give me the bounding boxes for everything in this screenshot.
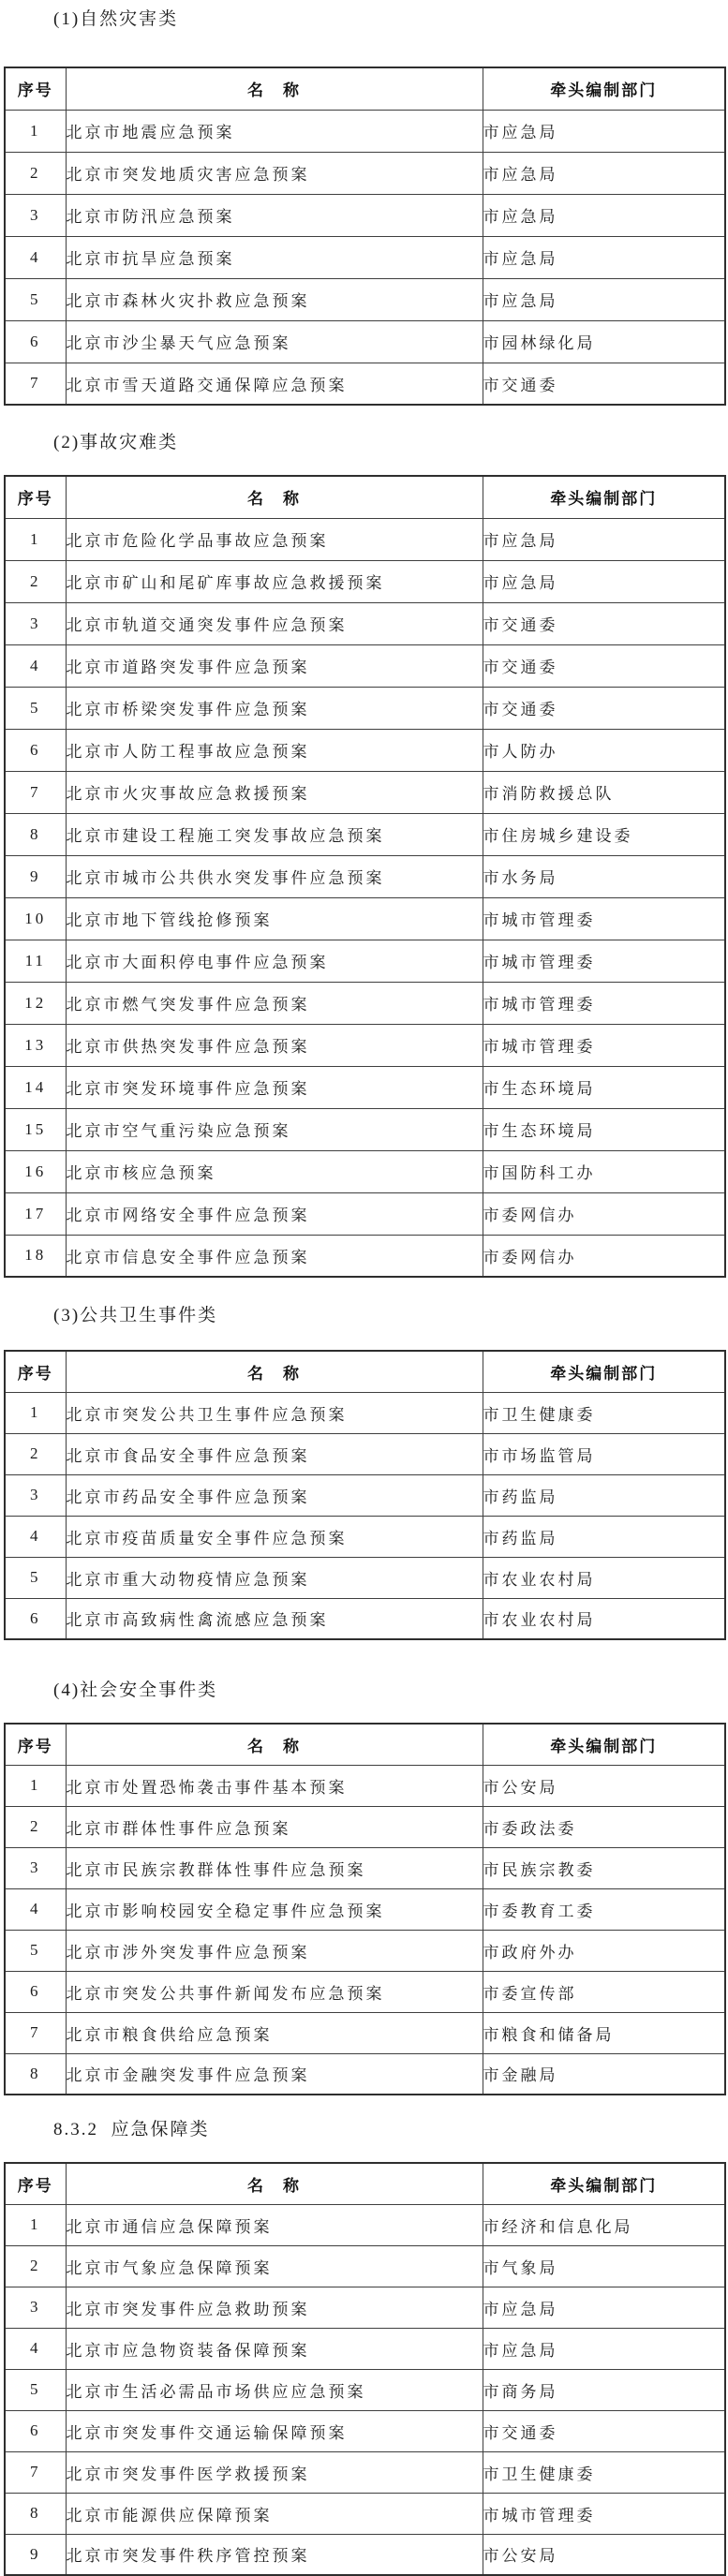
row-index-cell: 6 [5, 1971, 66, 2012]
plan-name-cell: 北京市处置恐怖袭击事件基本预案 [66, 1765, 483, 1806]
row-index-cell: 7 [5, 363, 66, 405]
col-header-department: 牵头编制部门 [483, 476, 725, 518]
plan-name-cell: 北京市突发公共事件新闻发布应急预案 [66, 1971, 483, 2012]
plan-name-cell: 北京市建设工程施工突发事故应急预案 [66, 813, 483, 855]
table-row [5, 813, 725, 855]
table-row [5, 1392, 725, 1433]
department-cell: 市应急局 [483, 278, 725, 320]
plan-name-cell: 北京市火灾事故应急救援预案 [66, 771, 483, 813]
department-cell: 市城市管理委 [483, 982, 725, 1024]
section-heading-natural-disasters: (1)自然灾害类 [53, 9, 179, 29]
department-cell: 市农业农村局 [483, 1598, 725, 1639]
table-row [5, 278, 725, 320]
section-heading-accident-disasters: (2)事故灾难类 [53, 433, 179, 452]
plan-name-cell: 北京市网络安全事件应急预案 [66, 1192, 483, 1235]
plan-name-cell: 北京市涉外突发事件应急预案 [66, 1930, 483, 1971]
table-row [5, 1516, 725, 1557]
department-cell: 市政府外办 [483, 1930, 725, 1971]
row-index-cell: 4 [5, 236, 66, 278]
table-row [5, 2410, 725, 2451]
table-row [5, 1765, 725, 1806]
row-index-cell: 1 [5, 110, 66, 152]
department-cell: 市应急局 [483, 110, 725, 152]
table-row [5, 2369, 725, 2410]
table-row [5, 771, 725, 813]
table-row [5, 110, 725, 152]
plan-name-cell: 北京市金融突发事件应急预案 [66, 2053, 483, 2095]
table-row [5, 644, 725, 687]
plan-name-cell: 北京市突发环境事件应急预案 [66, 1066, 483, 1108]
table-row [5, 2245, 725, 2287]
table-row [5, 2451, 725, 2493]
plan-name-cell: 北京市能源供应保障预案 [66, 2493, 483, 2534]
plan-name-cell: 北京市地震应急预案 [66, 110, 483, 152]
plan-name-cell: 北京市危险化学品事故应急预案 [66, 518, 483, 560]
department-cell: 市委网信办 [483, 1235, 725, 1277]
department-cell: 市民族宗教委 [483, 1847, 725, 1888]
row-index-cell: 4 [5, 2328, 66, 2369]
col-header-name: 名 称 [66, 67, 483, 110]
col-header-department: 牵头编制部门 [483, 1724, 725, 1765]
table-row [5, 1930, 725, 1971]
plan-name-cell: 北京市空气重污染应急预案 [66, 1108, 483, 1150]
table-row [5, 236, 725, 278]
row-index-cell: 2 [5, 1433, 66, 1474]
row-index-cell: 6 [5, 729, 66, 771]
department-cell: 市城市管理委 [483, 897, 725, 940]
table-row [5, 729, 725, 771]
table-header-row [5, 67, 725, 110]
department-cell: 市应急局 [483, 152, 725, 194]
row-index-cell: 8 [5, 2493, 66, 2534]
col-header-name: 名 称 [66, 1351, 483, 1392]
plan-name-cell: 北京市影响校园安全稳定事件应急预案 [66, 1888, 483, 1930]
plan-name-cell: 北京市突发地质灾害应急预案 [66, 152, 483, 194]
plan-name-cell: 北京市民族宗教群体性事件应急预案 [66, 1847, 483, 1888]
plan-name-cell: 北京市燃气突发事件应急预案 [66, 982, 483, 1024]
plan-name-cell: 北京市疫苗质量安全事件应急预案 [66, 1516, 483, 1557]
row-index-cell: 7 [5, 2451, 66, 2493]
table-row [5, 687, 725, 729]
table-row [5, 1474, 725, 1516]
section-heading-public-health: (3)公共卫生事件类 [53, 1306, 218, 1325]
department-cell: 市委网信办 [483, 1192, 725, 1235]
table-row [5, 1235, 725, 1277]
department-cell: 市公安局 [483, 2534, 725, 2575]
col-header-index: 序号 [5, 2163, 66, 2204]
plan-name-cell: 北京市大面积停电事件应急预案 [66, 940, 483, 982]
plan-name-cell: 北京市桥梁突发事件应急预案 [66, 687, 483, 729]
department-cell: 市国防科工办 [483, 1150, 725, 1192]
table-row [5, 1847, 725, 1888]
department-cell: 市委宣传部 [483, 1971, 725, 2012]
col-header-index: 序号 [5, 1351, 66, 1392]
row-index-cell: 1 [5, 1765, 66, 1806]
plan-name-cell: 北京市气象应急保障预案 [66, 2245, 483, 2287]
row-index-cell: 6 [5, 320, 66, 363]
row-index-cell: 9 [5, 2534, 66, 2575]
row-index-cell: 8 [5, 813, 66, 855]
col-header-department: 牵头编制部门 [483, 2163, 725, 2204]
row-index-cell: 5 [5, 1930, 66, 1971]
plan-name-cell: 北京市药品安全事件应急预案 [66, 1474, 483, 1516]
department-cell: 市应急局 [483, 2328, 725, 2369]
row-index-cell: 6 [5, 1598, 66, 1639]
plan-name-cell: 北京市人防工程事故应急预案 [66, 729, 483, 771]
row-index-cell: 8 [5, 2053, 66, 2095]
table-row [5, 602, 725, 644]
row-index-cell: 12 [5, 982, 66, 1024]
department-cell: 市应急局 [483, 194, 725, 236]
row-index-cell: 17 [5, 1192, 66, 1235]
emergency-support-table [4, 2162, 726, 2576]
row-index-cell: 18 [5, 1235, 66, 1277]
table-row [5, 152, 725, 194]
table-row [5, 320, 725, 363]
row-index-cell: 3 [5, 602, 66, 644]
row-index-cell: 13 [5, 1024, 66, 1066]
department-cell: 市公安局 [483, 1765, 725, 1806]
table-row [5, 2534, 725, 2575]
department-cell: 市委政法委 [483, 1806, 725, 1847]
department-cell: 市消防救援总队 [483, 771, 725, 813]
table-row [5, 2053, 725, 2095]
plan-name-cell: 北京市防汛应急预案 [66, 194, 483, 236]
row-index-cell: 16 [5, 1150, 66, 1192]
public-health-table [4, 1350, 726, 1640]
col-header-index: 序号 [5, 476, 66, 518]
department-cell: 市交通委 [483, 644, 725, 687]
accident-disasters-table [4, 475, 726, 1278]
row-index-cell: 5 [5, 1557, 66, 1598]
department-cell: 市市场监管局 [483, 1433, 725, 1474]
table-row [5, 1150, 725, 1192]
table-row [5, 1557, 725, 1598]
table-row [5, 1598, 725, 1639]
plan-name-cell: 北京市矿山和尾矿库事故应急救援预案 [66, 560, 483, 602]
table-row [5, 1192, 725, 1235]
natural-disasters-table [4, 67, 726, 406]
table-header-row [5, 2163, 725, 2204]
department-cell: 市应急局 [483, 560, 725, 602]
department-cell: 市气象局 [483, 2245, 725, 2287]
plan-name-cell: 北京市突发事件交通运输保障预案 [66, 2410, 483, 2451]
table-row [5, 1108, 725, 1150]
department-cell: 市交通委 [483, 2410, 725, 2451]
plan-name-cell: 北京市高致病性禽流感应急预案 [66, 1598, 483, 1639]
department-cell: 市城市管理委 [483, 2493, 725, 2534]
plan-name-cell: 北京市突发事件应急救助预案 [66, 2287, 483, 2328]
row-index-cell: 7 [5, 2012, 66, 2053]
row-index-cell: 11 [5, 940, 66, 982]
plan-name-cell: 北京市城市公共供水突发事件应急预案 [66, 855, 483, 897]
table-row [5, 1888, 725, 1930]
table-row [5, 1971, 725, 2012]
row-index-cell: 2 [5, 2245, 66, 2287]
plan-name-cell: 北京市道路突发事件应急预案 [66, 644, 483, 687]
department-cell: 市住房城乡建设委 [483, 813, 725, 855]
col-header-name: 名 称 [66, 1724, 483, 1765]
table-row [5, 982, 725, 1024]
row-index-cell: 5 [5, 278, 66, 320]
row-index-cell: 2 [5, 1806, 66, 1847]
row-index-cell: 3 [5, 2287, 66, 2328]
row-index-cell: 3 [5, 194, 66, 236]
department-cell: 市水务局 [483, 855, 725, 897]
table-row [5, 1806, 725, 1847]
plan-name-cell: 北京市核应急预案 [66, 1150, 483, 1192]
department-cell: 市委教育工委 [483, 1888, 725, 1930]
table-row [5, 2204, 725, 2245]
plan-name-cell: 北京市应急物资装备保障预案 [66, 2328, 483, 2369]
department-cell: 市卫生健康委 [483, 1392, 725, 1433]
col-header-department: 牵头编制部门 [483, 1351, 725, 1392]
row-index-cell: 4 [5, 1888, 66, 1930]
row-index-cell: 1 [5, 1392, 66, 1433]
department-cell: 市应急局 [483, 236, 725, 278]
section-heading-social-security: (4)社会安全事件类 [53, 1680, 218, 1700]
department-cell: 市应急局 [483, 2287, 725, 2328]
plan-name-cell: 北京市粮食供给应急预案 [66, 2012, 483, 2053]
plan-name-cell: 北京市抗旱应急预案 [66, 236, 483, 278]
row-index-cell: 5 [5, 687, 66, 729]
table-row [5, 194, 725, 236]
department-cell: 市经济和信息化局 [483, 2204, 725, 2245]
social-security-table [4, 1723, 726, 2095]
col-header-index: 序号 [5, 1724, 66, 1765]
col-header-index: 序号 [5, 67, 66, 110]
department-cell: 市人防办 [483, 729, 725, 771]
table-row [5, 363, 725, 405]
table-row [5, 2328, 725, 2369]
table-header-row [5, 476, 725, 518]
table-row [5, 1066, 725, 1108]
row-index-cell: 2 [5, 560, 66, 602]
plan-name-cell: 北京市突发公共卫生事件应急预案 [66, 1392, 483, 1433]
table-header-row [5, 1724, 725, 1765]
plan-name-cell: 北京市生活必需品市场供应应急预案 [66, 2369, 483, 2410]
table-row [5, 940, 725, 982]
department-cell: 市药监局 [483, 1516, 725, 1557]
department-cell: 市应急局 [483, 518, 725, 560]
plan-name-cell: 北京市雪天道路交通保障应急预案 [66, 363, 483, 405]
col-header-name: 名 称 [66, 476, 483, 518]
plan-name-cell: 北京市沙尘暴天气应急预案 [66, 320, 483, 363]
department-cell: 市卫生健康委 [483, 2451, 725, 2493]
table-row [5, 1024, 725, 1066]
col-header-name: 名 称 [66, 2163, 483, 2204]
plan-name-cell: 北京市重大动物疫情应急预案 [66, 1557, 483, 1598]
plan-name-cell: 北京市突发事件医学救援预案 [66, 2451, 483, 2493]
plan-name-cell: 北京市群体性事件应急预案 [66, 1806, 483, 1847]
row-index-cell: 9 [5, 855, 66, 897]
row-index-cell: 5 [5, 2369, 66, 2410]
department-cell: 市商务局 [483, 2369, 725, 2410]
department-cell: 市交通委 [483, 687, 725, 729]
row-index-cell: 7 [5, 771, 66, 813]
row-index-cell: 4 [5, 1516, 66, 1557]
table-row [5, 1433, 725, 1474]
row-index-cell: 1 [5, 2204, 66, 2245]
document-page [0, 7, 728, 2576]
department-cell: 市生态环境局 [483, 1066, 725, 1108]
col-header-department: 牵头编制部门 [483, 67, 725, 110]
row-index-cell: 1 [5, 518, 66, 560]
row-index-cell: 4 [5, 644, 66, 687]
plan-name-cell: 北京市突发事件秩序管控预案 [66, 2534, 483, 2575]
department-cell: 市交通委 [483, 363, 725, 405]
table-row [5, 855, 725, 897]
department-cell: 市交通委 [483, 602, 725, 644]
department-cell: 市粮食和储备局 [483, 2012, 725, 2053]
table-row [5, 897, 725, 940]
table-row [5, 560, 725, 602]
plan-name-cell: 北京市地下管线抢修预案 [66, 897, 483, 940]
table-row [5, 2493, 725, 2534]
plan-name-cell: 北京市食品安全事件应急预案 [66, 1433, 483, 1474]
plan-name-cell: 北京市轨道交通突发事件应急预案 [66, 602, 483, 644]
department-cell: 市金融局 [483, 2053, 725, 2095]
department-cell: 市城市管理委 [483, 1024, 725, 1066]
row-index-cell: 3 [5, 1847, 66, 1888]
department-cell: 市农业农村局 [483, 1557, 725, 1598]
department-cell: 市药监局 [483, 1474, 725, 1516]
plan-name-cell: 北京市通信应急保障预案 [66, 2204, 483, 2245]
row-index-cell: 2 [5, 152, 66, 194]
table-row [5, 2287, 725, 2328]
plan-name-cell: 北京市森林火灾扑救应急预案 [66, 278, 483, 320]
plan-name-cell: 北京市供热突发事件应急预案 [66, 1024, 483, 1066]
section-heading-emergency-support: 8.3.2 应急保障类 [53, 2120, 210, 2139]
row-index-cell: 14 [5, 1066, 66, 1108]
row-index-cell: 3 [5, 1474, 66, 1516]
department-cell: 市城市管理委 [483, 940, 725, 982]
table-row [5, 2012, 725, 2053]
row-index-cell: 15 [5, 1108, 66, 1150]
row-index-cell: 6 [5, 2410, 66, 2451]
table-row [5, 518, 725, 560]
plan-name-cell: 北京市信息安全事件应急预案 [66, 1235, 483, 1277]
row-index-cell: 10 [5, 897, 66, 940]
department-cell: 市园林绿化局 [483, 320, 725, 363]
department-cell: 市生态环境局 [483, 1108, 725, 1150]
table-header-row [5, 1351, 725, 1392]
